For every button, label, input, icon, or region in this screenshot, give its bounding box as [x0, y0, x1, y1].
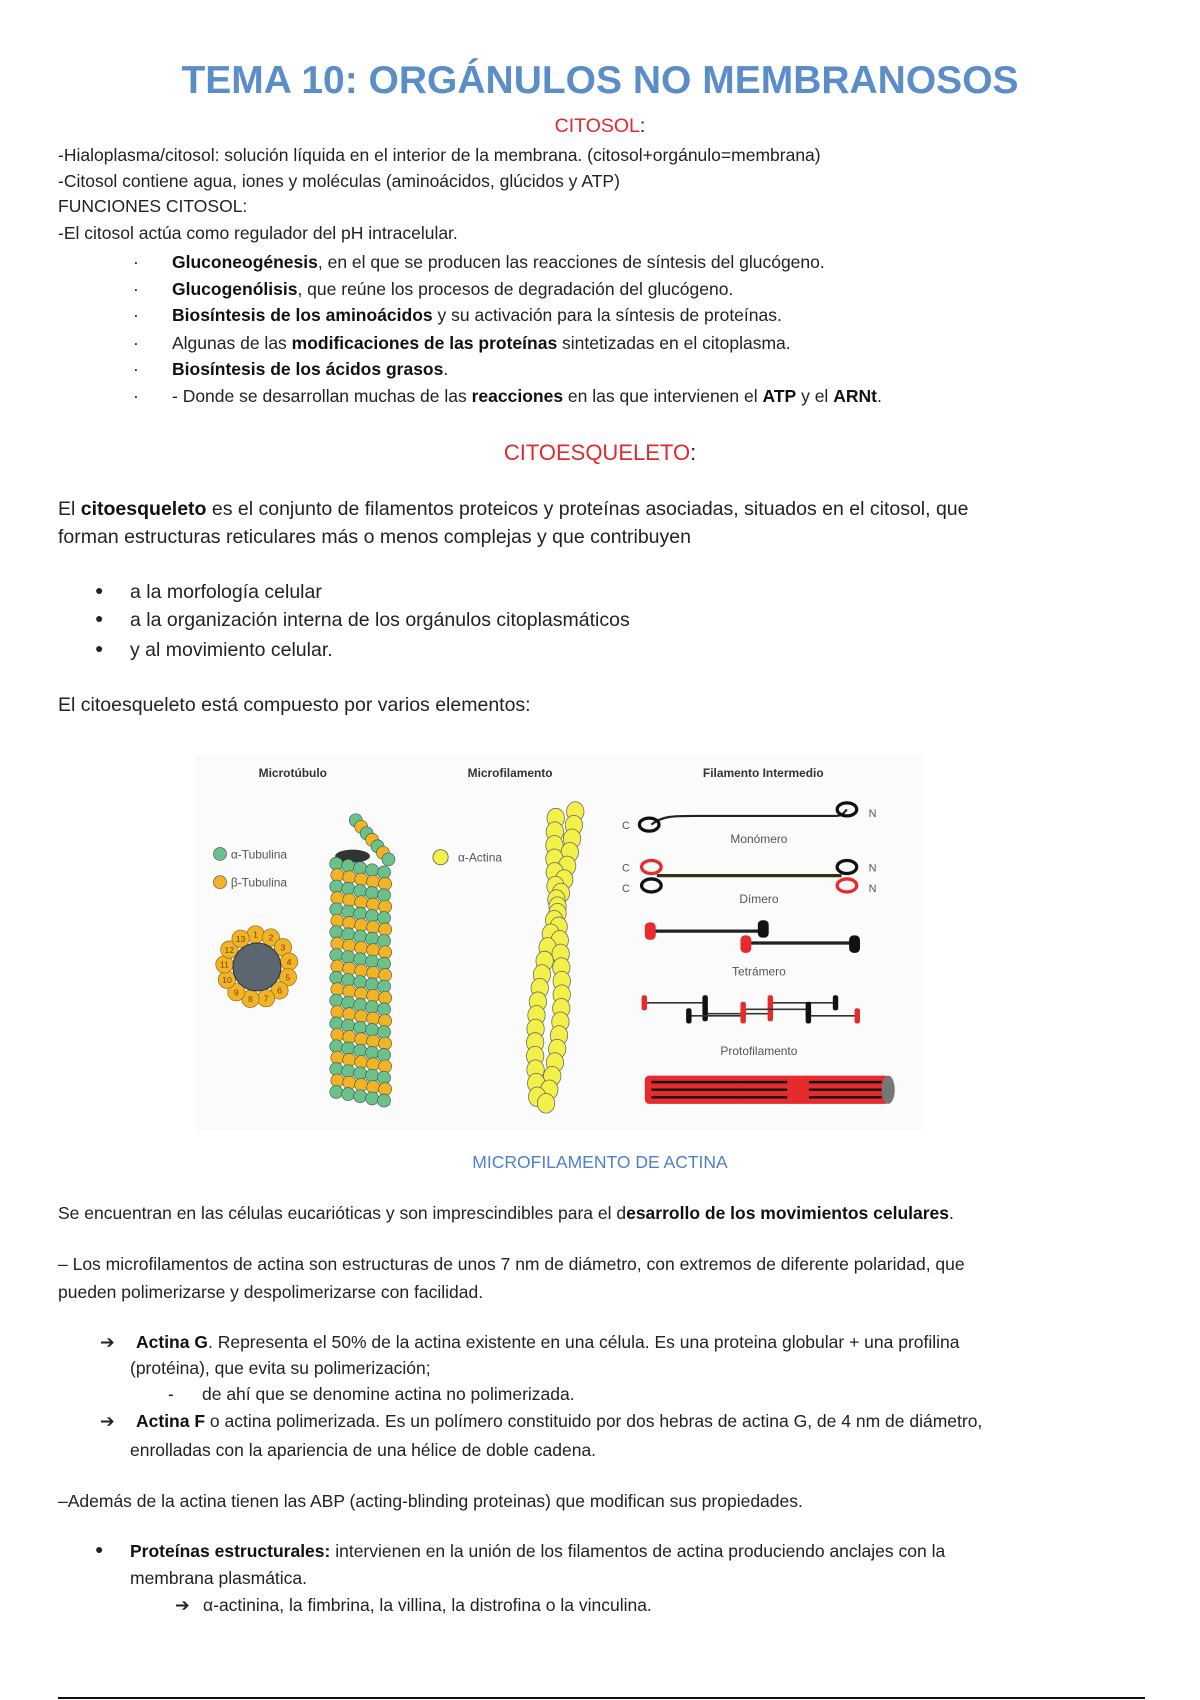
tubulin-subunit	[343, 871, 356, 884]
item-text: .	[876, 386, 882, 406]
text: es el conjunto de filamentos proteicos y proteínas asociadas, situados en el citosol, que	[206, 498, 969, 520]
bold-term: citoesqueleto	[80, 498, 207, 520]
tubulin-subunit	[331, 960, 344, 973]
protofilament-head	[855, 1008, 860, 1023]
bullet-dot: ●	[95, 1541, 104, 1557]
tubulin-subunit	[330, 857, 343, 870]
subunit-number: 4	[286, 956, 292, 967]
tubulin-subunit	[366, 1023, 379, 1036]
paragraph-line	[58, 1201, 954, 1225]
c-terminal-label: C	[622, 862, 630, 875]
bold-term: Glucogenólisis	[172, 279, 298, 299]
tubulin-subunit	[342, 1042, 355, 1055]
tetramer-head	[645, 922, 656, 939]
alpha-tubulina-legend-swatch	[213, 847, 226, 860]
alpha-actina-label: α-Actina	[457, 850, 503, 865]
tubulin-subunit	[330, 926, 343, 939]
list-item	[172, 303, 782, 327]
tubulin-subunit	[343, 1053, 356, 1066]
list-item	[172, 331, 791, 355]
tubulin-subunit	[378, 1048, 391, 1061]
tubulin-subunit	[367, 875, 380, 888]
tubulin-subunit	[331, 1028, 344, 1041]
tubulin-subunit	[354, 1067, 367, 1080]
tubulin-subunit	[366, 909, 379, 922]
arrow-bullet: ➔	[175, 1595, 190, 1615]
item-text: y su activación para la síntesis de proteínas.	[432, 305, 782, 325]
tubulin-subunit	[342, 1065, 355, 1078]
bold-term: Actina G	[136, 1332, 208, 1352]
tubulin-subunit	[355, 1078, 368, 1091]
tetramer-head	[758, 920, 769, 937]
dimer-tail	[837, 879, 857, 892]
tubulin-subunit	[378, 889, 391, 902]
item-text: .	[443, 359, 449, 379]
tubulin-subunit	[366, 1092, 379, 1105]
tubulin-subunit	[343, 894, 356, 907]
tubulin-subunit	[330, 948, 343, 961]
heading-colon: :	[639, 115, 646, 137]
tubulin-subunit	[378, 1003, 391, 1016]
tubulin-subunit	[378, 934, 391, 947]
tubulin-subunit	[330, 971, 343, 984]
tubulin-subunit	[367, 1080, 380, 1093]
tubulin-subunit	[354, 930, 367, 943]
tubulin-subunit	[366, 1069, 379, 1082]
tubulin-subunit	[331, 914, 344, 927]
text-line: FUNCIONES CITOSOL:	[58, 196, 248, 216]
tubulin-subunit	[343, 916, 356, 929]
alpha-actina-legend-swatch	[433, 850, 448, 865]
tubulin-subunit	[342, 928, 355, 941]
item-text: - Donde se desarrollan muchas de las	[172, 386, 472, 406]
actin-monomer	[537, 1094, 554, 1114]
tubulin-subunit	[330, 994, 343, 1007]
n-terminal-label: N	[868, 862, 877, 875]
list-item	[136, 1330, 960, 1354]
tubulin-subunit	[367, 898, 380, 911]
tubulin-subunit	[355, 987, 368, 1000]
tubulin-subunit	[331, 1006, 344, 1019]
bold-term: modificaciones de las proteínas	[291, 333, 558, 353]
list-item: y al movimiento celular.	[130, 639, 333, 661]
tubulin-subunit	[367, 989, 380, 1002]
subunit-number: 8	[248, 994, 253, 1005]
bold-term: reacciones	[471, 386, 564, 406]
subunit-number: 1	[253, 929, 258, 940]
dimer-tail	[837, 860, 857, 873]
tubulin-subunit	[355, 919, 368, 932]
bold-term: Biosíntesis de los aminoácidos	[172, 305, 433, 325]
text: . Representa el 50% de la actina existente en una célula. Es una proteina globular + una profilina	[207, 1332, 960, 1352]
monomer-line	[651, 809, 847, 824]
tubulin-subunit	[354, 1044, 367, 1057]
microtubule-cross-section	[216, 926, 298, 1008]
arrow-bullet: ➔	[100, 1332, 115, 1352]
protofilament-head	[806, 1008, 811, 1023]
tubulin-subunit	[366, 955, 379, 968]
list-item	[172, 277, 733, 301]
citoesqueleto-heading	[0, 440, 1200, 466]
tubulin-subunit	[354, 953, 367, 966]
tubulin-subunit	[367, 921, 380, 934]
text-line: -Citosol contiene agua, iones y moléculas (aminoácidos, glúcidos y ATP)	[58, 171, 620, 191]
item-text: , en el que se producen las reacciones de síntesis del glucógeno.	[317, 252, 825, 272]
tubulin-subunit	[354, 976, 367, 989]
tubulin-subunit	[330, 1017, 343, 1030]
protofilament-head	[740, 1002, 745, 1017]
bold-term: esarrollo de los movimientos celulares	[626, 1203, 949, 1223]
cytoskeleton-figure	[195, 755, 923, 1130]
list-item	[172, 250, 825, 274]
tubulin-subunit	[343, 962, 356, 975]
item-text: y el	[796, 386, 834, 406]
bold-term: Gluconeogénesis	[172, 252, 318, 272]
tubulin-subunit	[378, 980, 391, 993]
tubulin-subunit	[331, 937, 344, 950]
page-title: TEMA 10: ORGÁNULOS NO MEMBRANOSOS	[181, 59, 1019, 102]
protofilament-drawing	[642, 995, 860, 1023]
page-bottom-rule	[58, 1697, 1145, 1699]
dimero-label: Dímero	[739, 891, 779, 906]
heading-colon: :	[690, 440, 697, 465]
tubulin-subunit	[367, 966, 380, 979]
subunit-number: 11	[219, 959, 229, 970]
monomer-tail	[837, 803, 857, 816]
tubulin-subunit	[343, 939, 356, 952]
protofilament-head	[686, 1008, 691, 1023]
microtubulo-label: Microtúbulo	[258, 765, 327, 780]
bold-term: Biosíntesis de los ácidos grasos	[172, 359, 444, 379]
bullet-dot: ·	[133, 359, 139, 379]
bullet-dot: ·	[133, 333, 139, 353]
tubulin-subunit	[367, 1035, 380, 1048]
tubulin-subunit	[342, 973, 355, 986]
bullet-dot: ●	[95, 640, 104, 656]
tubulin-subunit	[331, 869, 344, 882]
protofilament-head	[833, 995, 838, 1010]
subunit-number: 13	[235, 934, 246, 945]
microtubule-lumen	[233, 943, 281, 991]
tubulin-subunit	[378, 1026, 391, 1039]
bullet-dot: ·	[133, 305, 139, 325]
subunit-number: 7	[263, 993, 269, 1004]
bold-term: ATP	[762, 386, 797, 406]
tubulin-subunit	[378, 1094, 391, 1107]
protofilament-head	[768, 995, 773, 1010]
tubulin-subunit	[331, 1051, 344, 1064]
tubulin-subunit	[378, 866, 391, 879]
tubulin-subunit	[355, 1010, 368, 1023]
tubulin-subunit	[366, 864, 379, 877]
tubulin-subunit	[379, 1014, 392, 1027]
item-text: , que reúne los procesos de degradación del glucógeno.	[297, 279, 734, 299]
n-terminal-label: N	[868, 882, 877, 895]
text: o actina polimerizada. Es un polímero constituido por dos hebras de actina G, de 4 nm de diámetro,	[205, 1411, 983, 1431]
paragraph-line: forman estructuras reticulares más o menos complejas y que contribuyen	[58, 526, 691, 548]
microtubule-drawing	[330, 814, 395, 1107]
cytoskeleton-diagram	[195, 755, 923, 1130]
tubulin-subunit	[379, 1060, 392, 1073]
bullet-dot: ●	[95, 610, 104, 626]
subunit-number: 6	[277, 985, 282, 996]
text: El	[58, 498, 81, 520]
c-terminal-label: C	[622, 882, 630, 895]
tubulin-subunit	[330, 903, 343, 916]
bullet-dot: ●	[95, 582, 104, 598]
list-item-continuation: enrolladas con la apariencia de una hélice de doble cadena.	[130, 1440, 597, 1460]
item-text: sintetizadas en el citoplasma.	[557, 333, 791, 353]
monomer-head	[639, 818, 659, 831]
bullet-dot: ·	[133, 386, 139, 406]
subunit-number: 10	[222, 975, 232, 986]
tubulin-subunit	[354, 862, 367, 875]
text: .	[949, 1203, 954, 1223]
dimer-head	[642, 860, 662, 873]
bold-term: ARNt	[833, 386, 877, 406]
tubulin-subunit	[379, 877, 392, 890]
tubulin-subunit	[354, 1090, 367, 1103]
list-item: a la morfología celular	[130, 581, 322, 603]
tubulin-subunit	[355, 941, 368, 954]
tubulin-subunit	[342, 882, 355, 895]
paragraph-line	[58, 497, 969, 521]
tubulin-subunit	[343, 1031, 356, 1044]
tubulin-subunit	[355, 1056, 368, 1069]
tubulin-subunit	[378, 957, 391, 970]
tubulin-subunit	[355, 964, 368, 977]
list-item: a la organización interna de los orgánulos citoplasmáticos	[130, 609, 630, 631]
tubulin-subunit	[379, 1083, 392, 1096]
tetramer-head	[740, 935, 751, 952]
citosol-heading	[0, 114, 1200, 138]
citosol-heading-text: CITOSOL	[554, 115, 640, 137]
microfilamento-label: Microfilamento	[467, 765, 553, 780]
intermediate-filament-drawing	[622, 803, 895, 1104]
tubulin-subunit	[330, 1085, 343, 1098]
tubulin-subunit	[382, 853, 395, 866]
tubulin-subunit	[342, 996, 355, 1009]
tubulin-subunit	[379, 1037, 392, 1050]
tubulin-subunit	[366, 978, 379, 991]
arrow-bullet: ➔	[100, 1411, 115, 1431]
text: intervienen en la unión de los filamentos de actina produciendo anclajes con la	[330, 1541, 946, 1561]
bullet-dot: ·	[133, 252, 139, 272]
subunit-number: 5	[285, 972, 291, 983]
tubulin-subunit	[342, 951, 355, 964]
list-item-continuation: membrana plasmática.	[130, 1568, 308, 1588]
tubulin-subunit	[330, 880, 343, 893]
tubulin-subunit	[367, 1058, 380, 1071]
tubulin-subunit	[342, 1088, 355, 1101]
tubulin-subunit	[366, 1046, 379, 1059]
beta-tubulina-label: β-Tubulina	[230, 875, 288, 890]
bold-term: Actina F	[136, 1411, 206, 1431]
tetramer-head	[849, 935, 860, 952]
dimer-head	[642, 879, 662, 892]
tubulin-subunit	[342, 905, 355, 918]
tetramero-label: Tetrámero	[732, 964, 786, 979]
text-line: -El citosol actúa como regulador del pH intracelular.	[58, 223, 458, 243]
bold-term: Proteínas estructurales:	[130, 1541, 331, 1561]
tubulin-subunit	[367, 944, 380, 957]
tubulin-subunit	[330, 1063, 343, 1076]
bullet-dot: ·	[133, 279, 139, 299]
protofilamento-label: Protofilamento	[720, 1043, 798, 1058]
tubulin-subunit	[366, 887, 379, 900]
subunit-number: 3	[280, 942, 286, 953]
tubulin-subunit	[354, 884, 367, 897]
tubulin-subunit	[366, 1001, 379, 1014]
text: Se encuentran en las células eucarióticas y son imprescindibles para el d	[58, 1203, 627, 1223]
list-item	[172, 384, 882, 408]
tubulin-subunit	[342, 859, 355, 872]
paragraph-line: – Los microfilamentos de actina son estructuras de unos 7 nm de diámetro, con extremos de diferente polaridad, que	[58, 1254, 965, 1274]
protofilament-head	[702, 1006, 707, 1021]
tubulin-subunit	[354, 1021, 367, 1034]
list-item	[130, 1539, 945, 1563]
tubulin-subunit	[355, 873, 368, 886]
tubulin-subunit	[331, 891, 344, 904]
sub-item: de ahí que se denomine actina no polimerizada.	[202, 1384, 575, 1404]
item-text: Algunas de las	[172, 333, 292, 353]
sub-item: α-actinina, la fimbrina, la villina, la distrofina o la vinculina.	[203, 1595, 652, 1615]
text-line: -Hialoplasma/citosol: solución líquida en el interior de la membrana. (citosol+orgánulo=membrana)	[58, 145, 821, 165]
filamento-intermedio-label: Filamento Intermedio	[702, 765, 824, 780]
paragraph-line: –Además de la actina tienen las ABP (acting-blinding proteinas) que modifican sus propiedades.	[58, 1491, 803, 1511]
subunit-number: 12	[224, 944, 235, 955]
alpha-tubulina-label: α-Tubulina	[230, 847, 288, 862]
subunit-number: 2	[268, 932, 274, 943]
tubulin-subunit	[331, 1074, 344, 1087]
tubulin-subunit	[379, 923, 392, 936]
tubulin-subunit	[343, 1076, 356, 1089]
paragraph-line: El citoesqueleto está compuesto por varios elementos:	[58, 694, 531, 716]
dash-bullet: -	[168, 1384, 174, 1404]
list-item-continuation: (protéina), que evita su polimerización;	[130, 1358, 431, 1378]
subunit-number: 9	[233, 987, 239, 998]
tubulin-subunit	[355, 1033, 368, 1046]
tubulin-subunit	[379, 991, 392, 1004]
tubulin-subunit	[354, 907, 367, 920]
list-item	[136, 1409, 982, 1433]
protofilament-head	[642, 995, 647, 1010]
citoesqueleto-heading-text: CITOESQUELETO	[503, 440, 691, 465]
tubulin-subunit	[343, 985, 356, 998]
paragraph-line: pueden polimerizarse y despolimerizarse con facilidad.	[58, 1282, 484, 1302]
beta-tubulina-legend-swatch	[213, 876, 226, 889]
tubulin-subunit	[343, 1008, 356, 1021]
tubulin-subunit	[378, 1071, 391, 1084]
tubulin-subunit	[367, 1012, 380, 1025]
monomero-label: Monómero	[730, 832, 788, 847]
tubulin-subunit	[330, 1040, 343, 1053]
tubulin-subunit	[355, 896, 368, 909]
tubulin-subunit	[366, 932, 379, 945]
tubulin-subunit	[342, 1019, 355, 1032]
tubulin-subunit	[379, 900, 392, 913]
section-heading-actina: MICROFILAMENTO DE ACTINA	[472, 1152, 728, 1172]
tubulin-subunit	[378, 912, 391, 925]
tubulin-subunit	[354, 998, 367, 1011]
intermediate-filament-cylinder	[645, 1076, 895, 1104]
tubulin-subunit	[331, 983, 344, 996]
c-terminal-label: C	[622, 819, 630, 832]
list-item	[172, 357, 448, 381]
item-text: en las que intervienen el	[563, 386, 763, 406]
n-terminal-label: N	[868, 808, 877, 821]
actin-helix-drawing	[526, 802, 584, 1113]
tubulin-subunit	[379, 969, 392, 982]
tubulin-subunit	[379, 946, 392, 959]
